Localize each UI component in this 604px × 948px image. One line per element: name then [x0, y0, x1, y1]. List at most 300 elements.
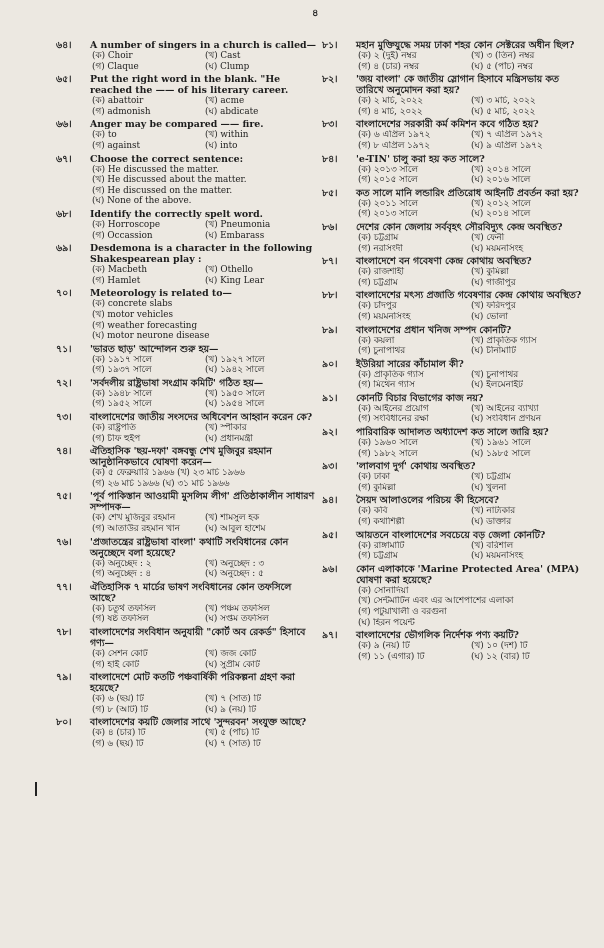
- answer-option: (গ) ৮ এপ্রিল ১৯৭২: [358, 140, 430, 151]
- answer-option: (খ) চট্টগ্রাম: [471, 472, 511, 483]
- question-block: [322, 154, 584, 186]
- answer-option: (খ) ফরিদপুর: [471, 301, 516, 312]
- question-line: [56, 412, 318, 423]
- answer-option: (ঘ) abdicate: [205, 106, 259, 117]
- answer-option: (ঘ) ভোলা: [471, 311, 508, 322]
- question-block: [56, 378, 318, 410]
- question-text: 'সর্বদলীয় রাষ্ট্রভাষা সংগ্রাম কমিটি' গঠিত হয়—: [90, 377, 264, 389]
- answer-option: (ক) to: [92, 130, 117, 141]
- option-list: [358, 165, 584, 186]
- question-number: ৮৩।: [322, 119, 338, 131]
- answer-option: (ঘ) into: [205, 140, 238, 151]
- question-line: [56, 491, 318, 513]
- answer-option: (ক) অনুচ্ছেদ : ২: [92, 558, 152, 569]
- answer-option: (ঘ) ৫ মার্চ, ২০২২: [471, 106, 536, 117]
- answer-option: (খ) ১৯৫০ সালে: [205, 388, 265, 399]
- answer-option: (ঘ) ৯ এপ্রিল ১৯৭২: [471, 140, 543, 151]
- question-number: ৮৯।: [322, 324, 338, 336]
- question-text: 'প্রজাতন্ত্রের রাষ্ট্রভাষা বাংলা' কথাটি সংবিধানের কোন অনুচ্ছেদে বলা হয়েছে?: [90, 536, 289, 559]
- answer-option: (ঘ) ময়মনসিংহ: [471, 551, 524, 562]
- question-text: Meteorology is related to—: [90, 288, 232, 300]
- answer-option: (ঘ) ৯ (নয়) টি: [205, 704, 257, 715]
- question-number: ৯১।: [322, 392, 338, 404]
- question-line: [322, 325, 584, 336]
- answer-option: (খ) কুমিল্লা: [471, 267, 509, 278]
- answer-option: (ক) কয়লা: [358, 335, 395, 346]
- question-block: [322, 461, 584, 493]
- answer-option: (ক) ১৯৪৮ সালে: [92, 388, 152, 399]
- question-number: ৭৬।: [56, 536, 72, 548]
- question-number: ৭১।: [56, 343, 72, 355]
- question-number: ৮৬।: [322, 221, 338, 233]
- option-list: [358, 438, 584, 459]
- answer-option: (ক) ৯ (নয়) টি: [358, 641, 410, 652]
- option-list: [358, 586, 584, 628]
- answer-option: (ক) ২ মার্চ, ২০২২: [358, 96, 423, 107]
- option-list: [358, 336, 584, 357]
- answer-option: (গ) ৬ (ছয়) টি: [92, 738, 144, 749]
- answer-option: (ক) concrete slabs: [92, 299, 173, 310]
- answer-option: (গ) হাই কোর্ট: [92, 659, 140, 670]
- question-line: [56, 582, 318, 604]
- answer-option: (ঘ) ইলমেনাইট: [471, 380, 523, 391]
- answer-option: (খ) Cast: [205, 51, 241, 61]
- answer-option: (খ) জজ কোর্ট: [205, 649, 257, 659]
- question-text: কত সালে মানি লন্ডারিং প্রতিরোধ আইনটি প্রবর্তন করা হয়?: [356, 187, 579, 199]
- question-text: Put the right word in the blank. "He reached the —— of his literary career.: [90, 74, 289, 97]
- question-block: [56, 491, 318, 534]
- answer-option: (গ) মিথেন গ্যাস: [358, 380, 415, 391]
- answer-option: (ঘ) সংবিধান প্রণয়ন: [471, 414, 541, 425]
- answer-option: (গ) ৪ (চার) নম্বর: [358, 61, 419, 72]
- question-block: [322, 630, 584, 662]
- answer-option: (ঘ) ডাক্তার: [471, 517, 512, 528]
- answer-option: (ঘ) None of the above.: [92, 196, 192, 207]
- answer-option: (খ) ৩ (তিন) নম্বর: [471, 51, 535, 61]
- question-text: 'ভারত ছাড়' আন্দোলন শুরু হয়—: [90, 343, 219, 355]
- question-text: দেশের কোন জেলায় সর্ববৃহৎ সৌরবিদ্যুৎ কেন্দ্র অবস্থিত?: [356, 221, 563, 233]
- answer-option: (খ) স্পীকার: [205, 423, 247, 434]
- question-text: বাংলাদেশের জাতীয় সংসদের অধিবেশন আহ্বান করেন কে?: [90, 412, 313, 424]
- option-list: [92, 355, 318, 376]
- answer-option: (গ) ২৬ মার্চ ১৯৬৬ (ঘ) ৩১ মার্চ ১৯৬৬: [92, 478, 230, 489]
- option-list: [92, 96, 318, 117]
- question-line: [322, 119, 584, 130]
- option-list: [358, 233, 584, 254]
- option-list: [92, 220, 318, 241]
- answer-option: (ঘ) চীনামাটি: [471, 346, 516, 357]
- question-line: [56, 154, 318, 165]
- answer-option: (গ) ৪ মার্চ, ২০২২: [358, 106, 423, 117]
- answer-option: (গ) He discussed on the matter.: [92, 185, 233, 196]
- option-list: [92, 299, 318, 341]
- question-line: [56, 119, 318, 130]
- answer-option: (ঘ) ১২ (বার) টি: [471, 651, 530, 662]
- question-block: [56, 672, 318, 715]
- answer-option: (ঘ) ময়মনসিংহ: [471, 243, 524, 254]
- question-block: [56, 582, 318, 625]
- answer-option: (ঘ) ২০১৪ সালে: [471, 209, 531, 220]
- answer-option: (ঘ) ১৯৮৫ সালে: [471, 448, 531, 459]
- question-line: [56, 243, 318, 265]
- question-block: [322, 325, 584, 357]
- answer-option: (ক) ঢাকা: [358, 472, 391, 483]
- question-number: ৭৮।: [56, 627, 72, 638]
- option-list: [358, 96, 584, 117]
- question-block: [56, 243, 318, 286]
- question-line: [322, 530, 584, 541]
- answer-option: (ক) সোনাদিয়া: [358, 585, 409, 596]
- question-text: ঐতিহাসিক 'ছয়-দফা' বঙ্গবন্ধু শেখ মুজিবুর রহমান আনুষ্ঠানিকভাবে ঘোষণা করেন—: [90, 446, 272, 469]
- question-number: ৭৫।: [56, 491, 72, 503]
- answer-option: (খ) আইনের ব্যাখ্যা: [471, 403, 539, 414]
- answer-option: (গ) সংবিধানের রক্ষা: [358, 414, 429, 425]
- question-number: ৯৫।: [322, 529, 338, 541]
- question-block: [322, 256, 584, 288]
- answer-option: (ঘ) ৭ (সাত) টি: [205, 738, 261, 749]
- option-list: [92, 165, 318, 207]
- answer-option: (গ) admonish: [92, 106, 151, 117]
- question-block: [56, 74, 318, 117]
- answer-option: (ঘ) আবুল হাশেম: [205, 524, 266, 535]
- option-list: [92, 51, 318, 72]
- answer-option: (গ) চট্টগ্রাম: [358, 277, 398, 288]
- question-line: [56, 74, 318, 96]
- option-list: [358, 506, 584, 527]
- answer-option: (গ) Claque: [92, 61, 139, 72]
- answer-option: (ঘ) ২০১৬ সালে: [471, 175, 531, 186]
- question-number: ৯৪।: [322, 495, 338, 507]
- answer-option: (ক) রাষ্ট্রপতি: [92, 423, 136, 434]
- answer-option: (খ) motor vehicles: [92, 309, 174, 320]
- question-block: [322, 393, 584, 425]
- question-text: 'পূর্ব পাকিস্তান আওয়ামী মুসলিম লীগ' প্রতিষ্ঠাকালীন সাধারণ সম্পাদক—: [90, 491, 315, 514]
- answer-option: (ক) Choir: [92, 51, 133, 61]
- question-text: A number of singers in a church is called—: [90, 40, 316, 51]
- question-line: [322, 222, 584, 233]
- question-number: ৭৪।: [56, 446, 72, 458]
- question-block: [322, 564, 584, 628]
- option-list: [92, 265, 318, 286]
- option-list: [92, 130, 318, 151]
- question-line: [322, 461, 584, 472]
- answer-option: (গ) অনুচ্ছেদ : ৪: [92, 569, 152, 580]
- answer-option: (গ) ৮ (আট) টি: [92, 704, 148, 715]
- answer-option: (ক) ৬ এপ্রিল ১৯৭২: [358, 130, 431, 141]
- question-text: বাংলাদেশের সরকারী কর্ম কমিশন কবে গঠিত হয়?: [356, 119, 539, 131]
- answer-option: (খ) শামসুল হক: [205, 513, 260, 524]
- answer-option: (গ) weather forecasting: [92, 320, 198, 331]
- answer-option: (ক) চাঁদপুর: [358, 301, 397, 312]
- page-number: ৪: [312, 8, 319, 19]
- question-number: ৬৪।: [56, 40, 72, 51]
- question-line: [322, 630, 584, 641]
- answer-option: (ক) প্রাকৃতিক গ্যাস: [358, 369, 424, 380]
- answer-option: (ক) চট্টগ্রাম: [358, 232, 399, 243]
- answer-option: (খ) ৫ (পাঁচ) টি: [205, 728, 260, 739]
- question-block: [322, 119, 584, 151]
- question-text: পারিবারিক আদালত অধ্যাদেশ কত সালে জারি হয়?: [356, 427, 549, 439]
- question-text: বাংলাদেশে বন গবেষণা কেন্দ্র কোথায় অবস্থিত?: [356, 256, 532, 268]
- answer-option: (ক) abattoir: [92, 96, 144, 107]
- question-text: 'লালবাগ দুর্গ' কোথায় অবস্থিত?: [356, 461, 476, 473]
- answer-option: (ক) ১৯৬০ সালে: [358, 438, 418, 449]
- answer-option: (গ) ১৯৮২ সালে: [358, 448, 418, 459]
- question-text: সৈয়দ আলাওলের পরিচয় কী হিসেবে?: [356, 495, 500, 507]
- answer-option: (খ) পঞ্চম তফসিল: [205, 603, 270, 614]
- option-list: [92, 513, 318, 534]
- answer-option: (গ) ২০১৩ সালে: [358, 209, 418, 220]
- answer-option: (ক) শেখ মুজিবুর রহমান: [92, 513, 176, 524]
- question-block: [322, 530, 584, 562]
- right-column: [322, 40, 584, 664]
- question-block: [322, 359, 584, 391]
- answer-option: (খ) বরিশাল: [471, 540, 513, 551]
- answer-option: (খ) Pneumonia: [205, 219, 271, 230]
- question-text: Choose the correct sentence:: [90, 153, 244, 165]
- question-block: [322, 495, 584, 527]
- answer-option: (গ) ২০১৫ সালে: [358, 175, 418, 186]
- answer-option: (ঘ) সুপ্রীম কোর্ট: [205, 659, 260, 670]
- answer-option: (খ) ফেনী: [471, 232, 505, 243]
- answer-option: (ঘ) খুলনা: [471, 482, 507, 493]
- answer-option: (গ) চুনাপাথর: [358, 346, 406, 357]
- question-number: ৭৭।: [56, 581, 72, 593]
- question-line: [322, 290, 584, 301]
- answer-option: (ক) Horroscope: [92, 219, 161, 230]
- option-list: [358, 541, 584, 562]
- question-line: [56, 672, 318, 694]
- question-line: [56, 537, 318, 559]
- option-list: [92, 423, 318, 444]
- answer-option: (ক) ৫ ফেব্রুয়ারি ১৯৬৬ (খ) ২৩ মার্চ ১৯৬৬: [92, 468, 245, 479]
- question-block: [56, 717, 318, 749]
- option-list: [92, 604, 318, 625]
- question-number: ৬৮।: [56, 208, 72, 220]
- question-block: [56, 154, 318, 207]
- question-line: [56, 627, 318, 649]
- answer-option: (খ) ৭ (সাত) টি: [205, 694, 261, 705]
- answer-option: (গ) ময়মনসিংহ: [358, 311, 411, 322]
- question-text: বাংলাদেশের কয়টি জেলার সাথে 'সুন্দরবন' সংযুক্ত আছে?: [90, 717, 307, 729]
- answer-option: (খ) চুনাপাথর: [471, 369, 519, 380]
- answer-option: (ঘ) সপ্তম তফসিল: [205, 614, 269, 625]
- question-text: ইউরিয়া সারের কাঁচামাল কী?: [356, 358, 464, 370]
- question-block: [56, 209, 318, 241]
- question-text: 'জয় বাংলা' কে জাতীয় স্লোগান হিসাবে মন্ত্রিসভায় কত তারিখে অনুমোদন করা হয়?: [356, 74, 559, 97]
- answer-option: (ঘ) Clump: [205, 61, 250, 72]
- question-number: ৬৬।: [56, 119, 72, 131]
- question-line: [56, 209, 318, 220]
- question-block: [56, 627, 318, 670]
- question-text: বাংলাদেশের প্রধান খনিজ সম্পদ কোনটি?: [356, 324, 512, 336]
- question-line: [56, 446, 318, 468]
- option-list: [358, 404, 584, 425]
- question-line: [322, 427, 584, 438]
- answer-option: (ঘ) অনুচ্ছেদ : ৫: [205, 569, 264, 580]
- question-line: [322, 564, 584, 586]
- answer-option: (ক) সেশন কোর্ট: [92, 649, 148, 659]
- answer-option: (খ) প্রাকৃতিক গ্যাস: [471, 335, 537, 346]
- question-number: ৮১।: [322, 40, 338, 51]
- question-block: [56, 537, 318, 580]
- question-line: [322, 74, 584, 96]
- answer-option: (খ) acme: [205, 96, 245, 107]
- answer-option: (গ) against: [92, 140, 141, 151]
- answer-option: (ঘ) ১৯৫৪ সালে: [205, 399, 265, 410]
- answer-option: (খ) He discussed about the matter.: [92, 175, 247, 186]
- answer-option: (গ) Occassion: [92, 230, 153, 241]
- question-number: ৭৯।: [56, 672, 72, 684]
- answer-option: (ক) কবি: [358, 506, 388, 517]
- question-block: [56, 446, 318, 489]
- answer-option: (ক) ২০১১ সালে: [358, 198, 418, 209]
- answer-option: (ক) ৪ (চার) টি: [92, 728, 146, 739]
- question-line: [56, 378, 318, 389]
- question-number: ৭০।: [56, 288, 72, 300]
- answer-option: (গ) ১৯৫২ সালে: [92, 399, 152, 410]
- answer-option: (খ) ১০ (দশ) টি: [471, 641, 528, 652]
- question-block: [322, 427, 584, 459]
- question-line: [56, 40, 318, 51]
- question-number: ৮৪।: [322, 153, 338, 165]
- question-line: [56, 717, 318, 728]
- question-number: ৮৭।: [322, 256, 338, 268]
- answer-option: (খ) ২০১২ সালে: [471, 198, 531, 209]
- question-line: [322, 393, 584, 404]
- option-list: [358, 130, 584, 151]
- option-list: [358, 641, 584, 662]
- answer-option: (গ) ১১ (এগার) টি: [358, 651, 425, 662]
- question-block: [322, 188, 584, 220]
- option-list: [358, 199, 584, 220]
- question-block: [322, 222, 584, 254]
- question-text: কোন এলাকাকে 'Marine Protected Area' (MPA) ঘোষণা করা হয়েছে?: [356, 563, 580, 586]
- answer-option: (খ) ৩ মার্চ, ২০২২: [471, 96, 536, 107]
- answer-option: (ক) Macbeth: [92, 265, 148, 276]
- question-line: [322, 154, 584, 165]
- question-number: ৬৭।: [56, 153, 72, 165]
- answer-option: (ঘ) King Lear: [205, 275, 265, 286]
- answer-option: (খ) Othello: [205, 265, 253, 276]
- margin-mark: [35, 782, 37, 796]
- question-line: [322, 495, 584, 506]
- answer-option: (গ) ১৯৩৭ সালে: [92, 365, 152, 376]
- question-line: [56, 344, 318, 355]
- option-list: [92, 559, 318, 580]
- option-list: [92, 389, 318, 410]
- question-text: ঐতিহাসিক ৭ মার্চের ভাষণ সংবিধানের কোন তফসিলে আছে?: [90, 581, 292, 604]
- answer-option: (ক) ৬ (ছয়) টি: [92, 694, 144, 705]
- question-block: [322, 290, 584, 322]
- question-line: [56, 288, 318, 299]
- question-number: ৯৭।: [322, 630, 338, 642]
- answer-option: (ঘ) হিরন পয়েন্ট: [358, 617, 415, 628]
- question-text: 'e-TIN' চালু করা হয় কত সালে?: [356, 153, 485, 165]
- answer-option: (গ) চীফ হুইপ: [92, 433, 141, 444]
- question-number: ৮০।: [56, 717, 72, 729]
- question-number: ৭৩।: [56, 412, 72, 424]
- option-list: [358, 301, 584, 322]
- question-line: [322, 256, 584, 267]
- answer-option: (ক) ২ (দুই) নম্বর: [358, 51, 417, 61]
- answer-option: (গ) চট্টগ্রাম: [358, 551, 398, 562]
- question-block: [56, 40, 318, 72]
- question-text: বাংলাদেশের সংবিধান অনুযায়ী "কোর্ট অব রেকর্ড" হিসাবে গণ্য—: [90, 627, 306, 649]
- answer-option: (গ) কথাশিল্পী: [358, 517, 405, 528]
- answer-option: (খ) within: [205, 130, 249, 141]
- answer-option: (ঘ) ৫ (পাঁচ) নম্বর: [471, 61, 533, 72]
- answer-option: (গ) কুমিল্লা: [358, 482, 396, 493]
- question-number: ৯৩।: [322, 461, 338, 473]
- question-line: [322, 359, 584, 370]
- answer-option: (ক) রাজশাহী: [358, 267, 404, 278]
- answer-option: (খ) সেন্টমার্টিন এবং এর আশেপাশের এলাকা: [358, 596, 514, 607]
- answer-option: (ঘ) গাজীপুর: [471, 277, 516, 288]
- question-block: [56, 288, 318, 341]
- answer-option: (খ) ১৯২৭ সালে: [205, 354, 265, 365]
- question-block: [322, 74, 584, 117]
- question-block: [56, 344, 318, 376]
- question-block: [56, 412, 318, 444]
- answer-option: (ক) আইনের প্রয়োগ: [358, 403, 429, 414]
- option-list: [358, 267, 584, 288]
- answer-option: (গ) ষষ্ঠ তফসিল: [92, 614, 149, 625]
- answer-option: (ঘ) Embarass: [205, 230, 265, 241]
- answer-option: (ক) He discussed the matter.: [92, 164, 219, 175]
- question-line: [322, 40, 584, 51]
- question-text: বাংলাদেশের মৎস্য প্রজাতি গবেষণার কেন্দ্র কোথায় অবস্থিত?: [356, 290, 582, 302]
- question-block: [322, 40, 584, 72]
- answer-option: (গ) Hamlet: [92, 275, 141, 286]
- option-list: [358, 370, 584, 391]
- question-number: ৬৫।: [56, 74, 72, 86]
- question-text: কোনটি বিচার বিভাগের কাজ নয়?: [356, 392, 484, 404]
- option-list: [92, 649, 318, 670]
- question-text: Anger may be compared —— fire.: [90, 119, 264, 131]
- option-list: [358, 472, 584, 493]
- option-list: [358, 51, 584, 72]
- answer-option: (খ) নাট্যকার: [471, 506, 516, 517]
- answer-option: (খ) ৭ এপ্রিল ১৯৭২: [471, 130, 543, 141]
- question-block: [56, 119, 318, 151]
- answer-option: (খ) অনুচ্ছেদ : ৩: [205, 558, 265, 569]
- answer-option: (ক) ১৯১৭ সালে: [92, 354, 152, 365]
- question-number: ৯০।: [322, 358, 338, 370]
- answer-option: (খ) ২০১৪ সালে: [471, 164, 531, 175]
- question-number: ৮২।: [322, 74, 338, 86]
- answer-option: (গ) আতাউর রহমান খান: [92, 524, 180, 535]
- answer-option: (ক) চতুর্থ তফসিল: [92, 603, 156, 614]
- option-list: [92, 694, 318, 715]
- question-number: ৮৫।: [322, 187, 338, 199]
- question-number: ৯২।: [322, 427, 338, 439]
- question-text: আয়তনে বাংলাদেশের সবচেয়ে বড় জেলা কোনটি?: [356, 529, 546, 541]
- answer-option: (ক) রাঙ্গামাটি: [358, 540, 405, 551]
- question-text: বাংলাদেশের ভৌগলিক নির্দেশক পণ্য কয়টি?: [356, 630, 519, 642]
- question-text: Identify the correctly spelt word.: [90, 208, 263, 220]
- option-list: [92, 728, 318, 749]
- answer-option: (ঘ) motor neurone disease: [92, 331, 210, 342]
- answer-option: (ঘ) প্রধানমন্ত্রী: [205, 433, 253, 444]
- option-list: [92, 468, 318, 489]
- answer-option: (গ) পটুয়াখালী ও বরগুনা: [358, 607, 447, 617]
- question-number: ৮৮।: [322, 290, 338, 302]
- question-text: বাংলাদেশে মোট কতটি পঞ্চবার্ষিকী পরিকল্পনা গ্রহণ করা হয়েছে?: [90, 672, 295, 695]
- question-text: Desdemona is a character in the following Shakespearean play :: [90, 243, 313, 266]
- question-number: ৭২।: [56, 377, 72, 389]
- question-number: ৬৯।: [56, 243, 72, 255]
